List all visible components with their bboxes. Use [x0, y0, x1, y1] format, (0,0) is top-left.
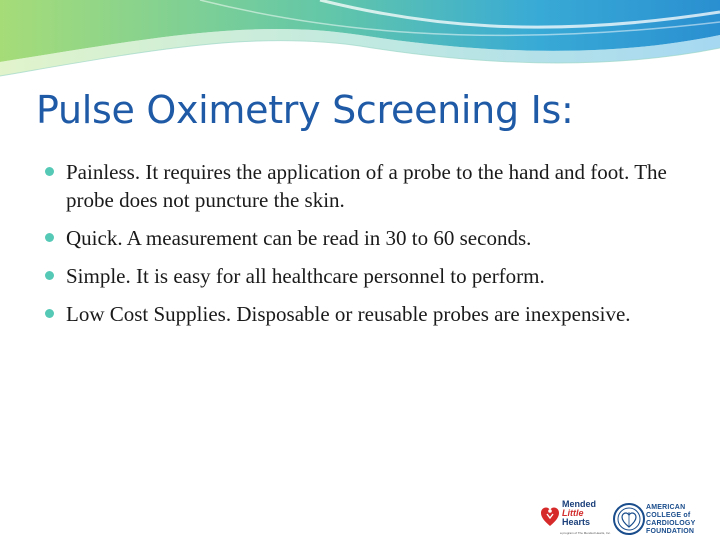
- header-wave-decoration: [0, 0, 720, 85]
- acc-line1: AMERICAN: [646, 504, 686, 511]
- bullet-dot-icon: [45, 309, 54, 318]
- bullet-text: Quick. A measurement can be read in 30 to 60 seconds.: [66, 226, 532, 250]
- mended-little-hearts-logo: [540, 499, 611, 536]
- mlh-line1: Mended: [562, 499, 597, 509]
- bullet-item: [44, 262, 684, 290]
- acc-foundation-wordmark: [646, 504, 695, 536]
- bullet-text: Painless. It requires the application of a probe to the hand and foot. The probe does not puncture the skin.: [66, 160, 667, 212]
- acc-seal-icon: [613, 503, 645, 535]
- bullet-item: [44, 158, 684, 214]
- mlh-line3: Hearts: [562, 517, 591, 527]
- bullet-dot-icon: [45, 167, 54, 176]
- bullet-list: [44, 158, 684, 338]
- acc-foundation-logo: [613, 503, 713, 537]
- bullet-item: [44, 224, 684, 252]
- acc-line2: COLLEGE of: [646, 512, 691, 519]
- mlh-tagline: a program of The Mended Hearts, Inc.: [560, 531, 611, 535]
- acc-line4: FOUNDATION: [646, 528, 695, 535]
- acc-line3: CARDIOLOGY: [646, 520, 696, 527]
- bullet-text: Simple. It is easy for all healthcare personnel to perform.: [66, 264, 545, 288]
- bullet-dot-icon: [45, 271, 54, 280]
- bullet-dot-icon: [45, 233, 54, 242]
- mlh-line2: Little: [562, 508, 584, 518]
- mended-little-hearts-wordmark: [562, 500, 596, 527]
- heart-icon: [540, 506, 560, 528]
- slide-title: Pulse Oximetry Screening Is:: [36, 88, 574, 132]
- bullet-text: Low Cost Supplies. Disposable or reusable probes are inexpensive.: [66, 302, 631, 326]
- bullet-item: [44, 300, 684, 328]
